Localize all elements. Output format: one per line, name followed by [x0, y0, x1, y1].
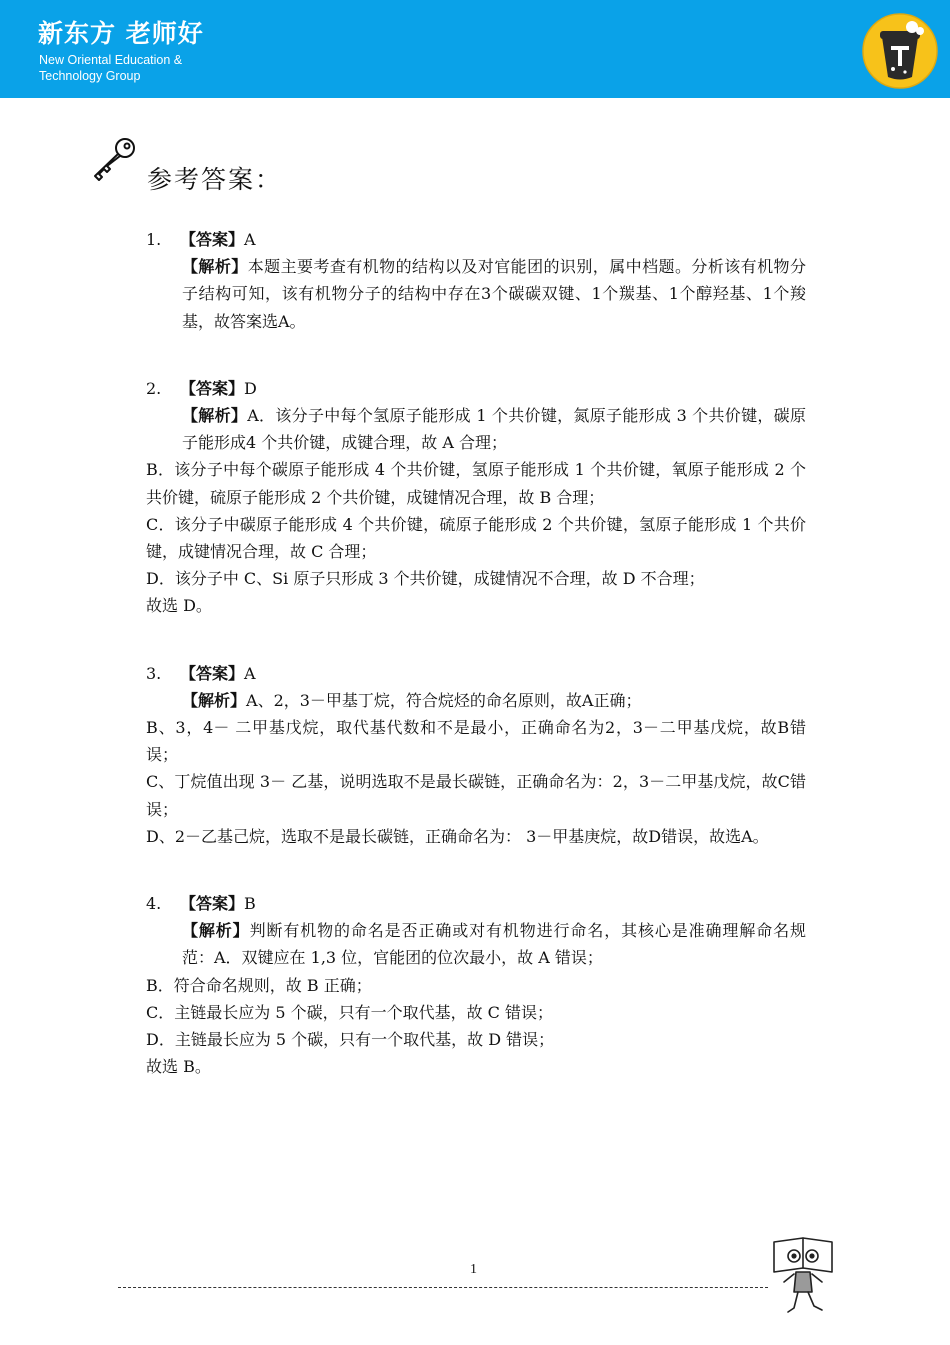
answer-item	[146, 375, 806, 620]
analysis-text: 本题主要考查有机物的结构以及对官能团的识别，属中档题。分析该有机物分子结构可知，该有机物分子的结构中存在3个碳碳双键、1个羰基、1个醇羟基、1个羧基，故答案选A。	[182, 257, 806, 331]
brand-name-en	[39, 52, 182, 84]
question-number: 3.	[146, 663, 162, 683]
answer-list	[146, 226, 806, 1120]
analysis-line: C．主链最长应为 5 个碳，只有一个取代基，故 C 错误；	[146, 1002, 554, 1022]
analysis-line: B．符合命名规则，故 B 正确；	[146, 975, 372, 995]
answer-value: A	[244, 230, 256, 249]
analysis-line: C、丁烷值出现 3－ 乙基，说明选取不是最长碳链，正确命名为：2，3－二甲基戊烷，故C错误；	[146, 772, 806, 819]
analysis-label: 【解析】	[182, 406, 248, 426]
answer-line	[146, 660, 806, 687]
analysis-label: 【解析】	[182, 921, 250, 941]
brand-name-cn: 新东方 老师好	[38, 19, 204, 48]
analysis-label: 【解析】	[182, 690, 247, 710]
question-number: 2.	[146, 378, 162, 398]
answer-value: D	[244, 378, 257, 398]
reading-mascot-icon	[770, 1232, 836, 1318]
cup-t-logo-icon	[862, 13, 938, 89]
answer-line	[146, 375, 806, 402]
brand-name-en-line2: Technology Group	[39, 69, 141, 83]
page-number: 1	[470, 1262, 477, 1277]
analysis-line: B．该分子中每个碳原子能形成 4 个共价键，氢原子能形成 1 个共价键，氧原子能形成 2 个共价键，硫原子能形成 2 个共价键，成键情况合理，故 B 合理；	[146, 460, 806, 507]
analysis-line: D．主链最长应为 5 个碳，只有一个取代基，故 D 错误；	[146, 1030, 555, 1050]
analysis-line: B、3，4－ 二甲基戊烷，取代基代数和不是最小，正确命名为2，3－二甲基戊烷，故B错误；	[146, 718, 806, 765]
answer-item	[146, 226, 806, 335]
analysis-line: C．该分子中碳原子能形成 4 个共价键，硫原子能形成 2 个共价键，氢原子能形成 1 个共价键，成键情况合理，故 C 合理；	[146, 514, 806, 562]
analysis-text: 判断有机物的命名是否正确或对有机物进行命名，其核心是准确理解命名规范：A．双键应在 1,3 位，官能团的位次最小，故 A 错误；	[182, 921, 806, 968]
answer-value: A	[244, 663, 256, 683]
key-icon	[90, 136, 138, 184]
answer-item	[146, 890, 806, 1080]
answer-label: 【答案】	[180, 378, 245, 398]
analysis-line: D．该分子中 C、Si 原子只形成 3 个共价键，成键情况不合理，故 D 不合理；	[146, 569, 705, 589]
footer-divider	[118, 1287, 768, 1288]
question-number: 4.	[146, 894, 162, 914]
section-title: 参考答案：	[147, 165, 283, 194]
answer-label: 【答案】	[180, 663, 245, 683]
question-number: 1.	[146, 230, 162, 249]
analysis-line: D、2－乙基己烷，选取不是最长碳链，正确命名为： 3－甲基庚烷，故D错误，故选A。	[146, 826, 769, 846]
answer-line	[146, 890, 806, 917]
analysis-label: 【解析】	[182, 257, 248, 277]
answer-label: 【答案】	[180, 230, 245, 249]
brand-name-en-line1: New Oriental Education &	[39, 53, 183, 67]
analysis-paragraph	[146, 253, 806, 335]
analysis-line: 故选 D。	[146, 596, 212, 616]
analysis-paragraph	[146, 917, 806, 971]
analysis-paragraph	[146, 687, 806, 714]
answer-item	[146, 660, 806, 850]
answer-value: B	[244, 894, 256, 914]
answer-label: 【答案】	[180, 894, 245, 914]
analysis-paragraph	[146, 402, 806, 456]
answer-line	[146, 226, 806, 253]
analysis-line: 故选 B。	[146, 1057, 211, 1077]
analysis-text: A．该分子中每个氢原子能形成 1 个共价键，氮原子能形成 3 个共价键，碳原子能形成4 个共价键，成键合理，故 A 合理；	[182, 406, 806, 453]
page-header	[0, 0, 950, 98]
analysis-text: A、2，3－甲基丁烷，符合烷烃的命名原则，故A正确；	[246, 690, 642, 710]
